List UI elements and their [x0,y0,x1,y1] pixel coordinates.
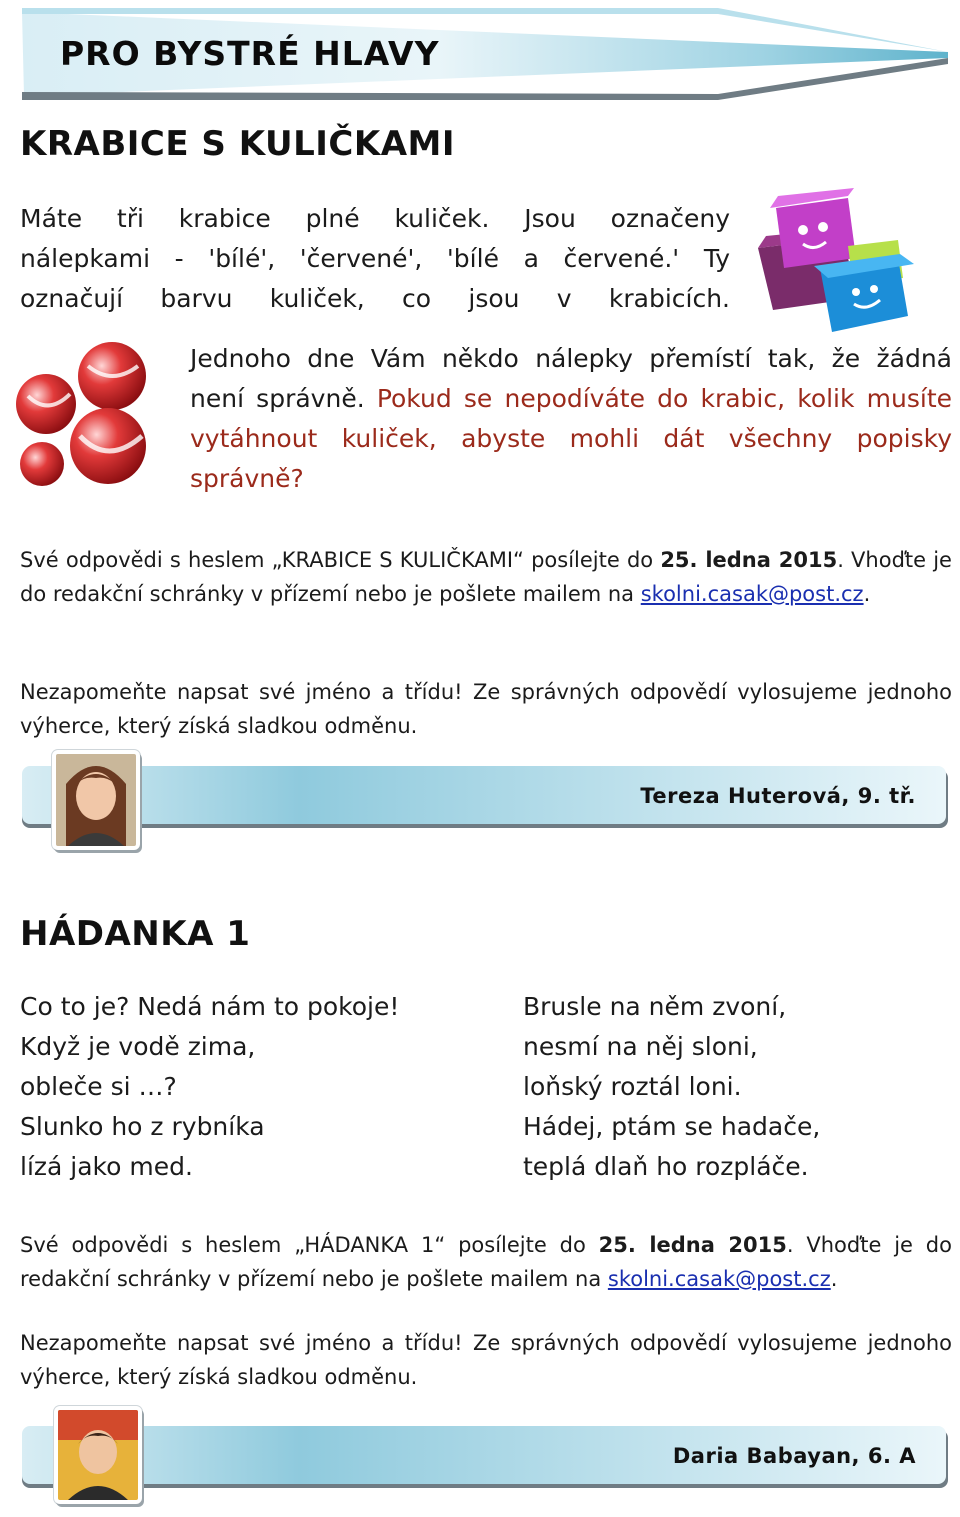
question-line: Jednoho dne Vám někdo nálepky přemístí tak, že žádná [190,344,952,373]
author-strip-1 [22,762,952,834]
author-name-2: Daria Babayan, 6. A [672,1444,916,1468]
author-photo-1 [52,750,140,850]
header-banner [18,6,958,102]
question-line-a: není správně. [190,384,377,413]
section1-intro [20,199,730,319]
poem-line: loňský roztál loni. [523,1072,742,1101]
section2-reminder: Nezapomeňte napsat své jméno a třídu! Ze správných odpovědí vylosujeme jednoho výherce, který získá sladkou odměnu. [20,1331,952,1389]
author-avatar-1 [56,754,136,846]
email-link[interactable]: skolni.casak@post.cz [640,582,864,606]
poem-line: Hádej, ptám se hadače, [523,1112,821,1141]
answer-text-2: . Vhoďte je do redakční schránky v přízemí nebo je pošlete mailem na [20,1233,952,1291]
poem-line: Slunko ho z rybníka [20,1112,265,1141]
section1-heading: KRABICE S KULIČKAMI [20,124,456,164]
author-strip-2 [22,1422,952,1494]
poem-line: obleče si …? [20,1072,177,1101]
section1-answer-info [20,543,952,611]
section1-question [190,339,952,499]
answer-text-2: . Vhoďte je do redakční schránky v přízemí nebo je pošlete mailem na [20,548,952,606]
answer-end: . [863,582,871,606]
intro-line: Máte tři krabice plné kuliček. Jsou označeny [20,204,730,233]
storage-boxes-image [748,188,920,336]
poem-line: teplá dlaň ho rozpláče. [523,1152,809,1181]
intro-line: nálepkami - 'bílé', 'červené', 'bílé a červené.' Ty [20,244,730,273]
poem-line: nesmí na něj sloni, [523,1032,758,1061]
author-name-1: Tereza Huterová, 9. tř. [640,784,916,808]
poem-line: Brusle na něm zvoní, [523,992,787,1021]
section2-heading: HÁDANKA 1 [20,914,251,954]
answer-text: Své odpovědi s heslem „KRABICE S KULIČKAMI“ posílejte do [20,548,661,572]
question-line-b: Pokud se nepodíváte do krabic, kolik musíte [376,384,953,413]
section2-answer-info [20,1228,952,1296]
section1-reminder: Nezapomeňte napsat své jméno a třídu! Ze správných odpovědí vylosujeme jednoho výherce, který získá sladkou odměnu. [20,680,952,738]
riddle-poem-left [20,987,399,1187]
intro-line: označují barvu kuliček, co jsou v krabicích. [20,284,730,313]
poem-line: Co to je? Nedá nám to pokoje! [20,992,400,1021]
poem-line: Když je vodě zima, [20,1032,256,1061]
question-rest: vytáhnout kuliček, abyste mohli dát všechny popisky správně? [190,424,952,493]
banner-title: PRO BYSTRÉ HLAVY [60,34,440,73]
answer-deadline: 25. ledna 2015 [598,1233,787,1257]
author-avatar-2 [58,1410,138,1500]
email-link[interactable]: skolni.casak@post.cz [607,1267,831,1291]
marbles-image [8,336,176,490]
riddle-poem-right [523,987,820,1187]
question-line [190,379,952,419]
author-photo-2 [54,1406,142,1504]
answer-text: Své odpovědi s heslem „HÁDANKA 1“ posílejte do [20,1233,599,1257]
poem-line: lízá jako med. [20,1152,193,1181]
answer-end: . [830,1267,838,1291]
answer-deadline: 25. ledna 2015 [660,548,838,572]
